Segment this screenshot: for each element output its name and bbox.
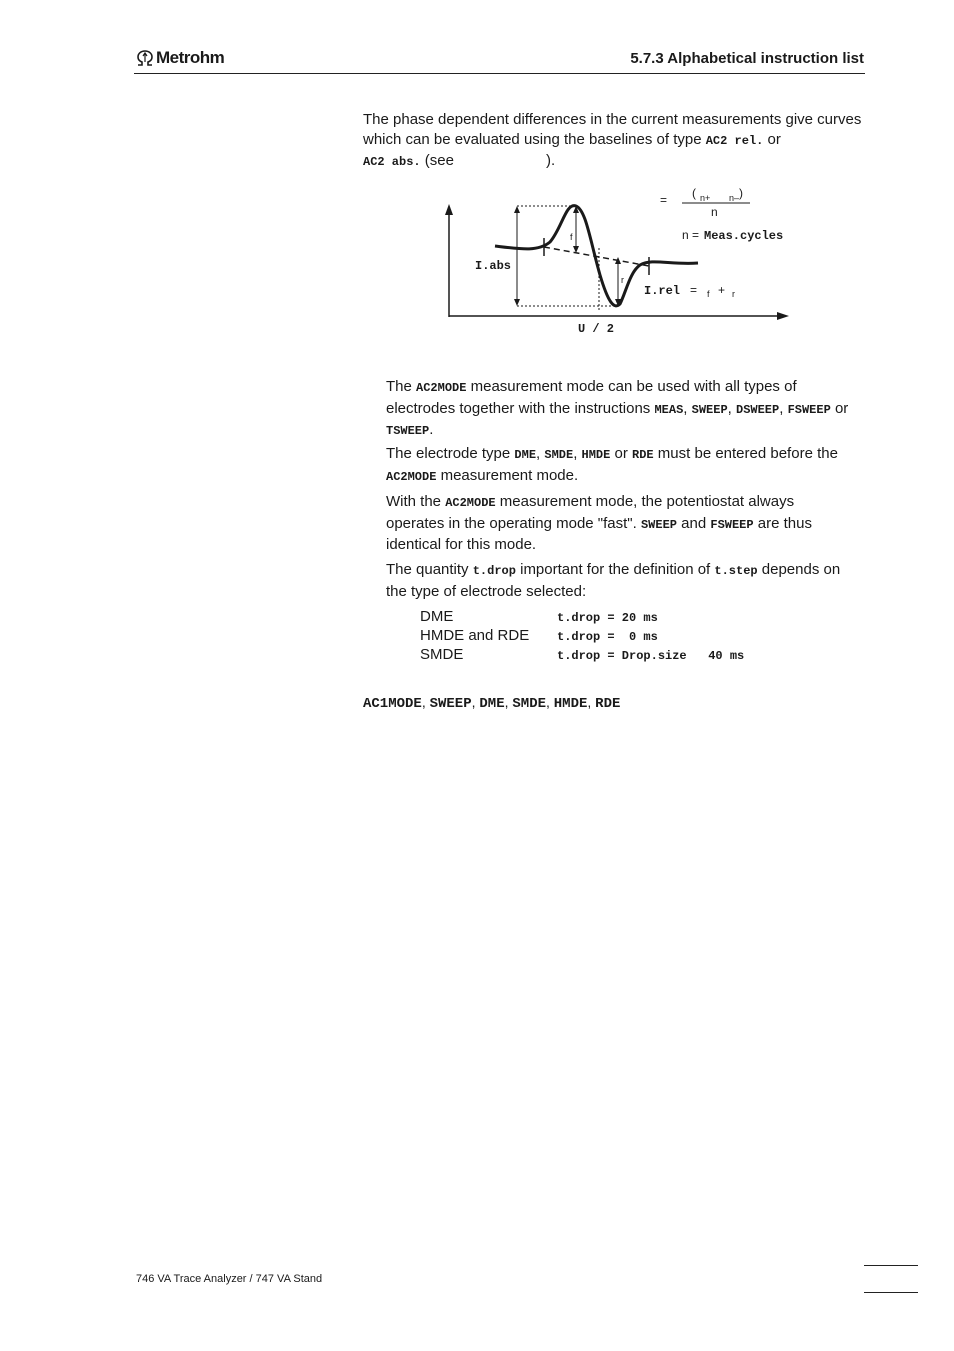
formula-close-paren: ) <box>739 186 743 200</box>
code-ac2mode: AC2MODE <box>445 496 496 510</box>
text: are thus identical for this mode. <box>386 514 812 553</box>
text: measurement mode can be used with all types of electrodes together with the instructions <box>386 378 797 417</box>
n-label-code: Meas.cycles <box>704 229 784 243</box>
code-tstep: t.step <box>714 564 758 578</box>
see-also-ac1mode: AC1MODE <box>363 696 422 712</box>
text: The quantity <box>386 561 473 578</box>
text: important for the definition of <box>515 561 715 578</box>
text: measurement mode. <box>436 466 579 484</box>
text: measurement mode, the potentiostat always operates in the operating mode "fast". <box>386 493 795 532</box>
see-also-smde: SMDE <box>512 696 546 712</box>
text: , <box>683 399 692 417</box>
paragraph-electrode-type <box>386 444 856 487</box>
see-also-list <box>363 694 620 712</box>
irel-plus: + <box>718 283 726 297</box>
formula-open-paren: ( <box>692 186 696 200</box>
code-hmde: HMDE <box>581 448 611 462</box>
separator: , <box>546 694 554 710</box>
electrode-tdrop-table <box>420 608 820 665</box>
tdrop-value: t.drop = Drop.size 40 ms <box>557 649 745 663</box>
irel-label: I.rel <box>644 284 681 298</box>
paragraph-ac2mode-usage <box>386 377 856 442</box>
text: must be entered before the <box>653 445 838 462</box>
paragraph-potentiostat-mode <box>386 492 856 555</box>
code-fsweep: FSWEEP <box>787 402 831 417</box>
text: or <box>610 445 633 462</box>
separator: , <box>504 694 513 710</box>
text: , <box>536 445 545 462</box>
code-dme: DME <box>514 448 537 462</box>
tdrop-value: t.drop = 20 ms <box>557 611 658 625</box>
see-also-rde: RDE <box>595 696 621 712</box>
code-ac2-abs: AC2 abs. <box>363 155 421 169</box>
see-also-dme: DME <box>479 696 505 712</box>
irel-r: r <box>732 289 735 299</box>
formula-denominator: n <box>711 205 718 219</box>
text: . <box>429 421 434 438</box>
metrohm-logo <box>136 48 224 68</box>
see-also-hmde: HMDE <box>553 696 588 712</box>
iabs-arrow-down-icon <box>514 299 520 306</box>
code-fsweep: FSWEEP <box>710 517 754 532</box>
formula-equals: = <box>660 193 668 207</box>
separator: , <box>421 694 430 710</box>
text: depends on the type of electrode selected: <box>386 561 841 600</box>
text: , <box>727 399 736 417</box>
code-tdrop: t.drop <box>472 564 516 578</box>
y-axis-arrow-icon <box>445 204 453 215</box>
text: or <box>830 399 849 417</box>
intro-text-1: The phase dependent differences in the current measurements give curves which can be evaluated using the baselines of type <box>363 111 862 148</box>
iabs-arrow-up-icon <box>514 206 520 213</box>
footer-product-name: 746 VA Trace Analyzer / 747 VA Stand <box>136 1273 323 1285</box>
code-sweep: SWEEP <box>691 402 728 417</box>
code-ac2mode: AC2MODE <box>416 381 467 395</box>
text: , <box>779 399 788 417</box>
table-row <box>420 646 820 665</box>
irel-equals: = <box>690 283 698 297</box>
text: and <box>677 514 711 532</box>
n-label-prefix: n = <box>682 228 703 242</box>
see-also-sweep: SWEEP <box>429 696 472 712</box>
code-rde: RDE <box>632 448 654 462</box>
omega-logo-icon <box>136 50 154 66</box>
text: , <box>573 445 582 462</box>
paragraph-tdrop <box>386 560 856 601</box>
code-ac2mode: AC2MODE <box>386 469 437 484</box>
tdrop-value: t.drop = 0 ms <box>557 630 658 644</box>
code-sweep: SWEEP <box>640 517 677 532</box>
code-meas: MEAS <box>654 402 684 417</box>
code-dsweep: DSWEEP <box>736 402 780 417</box>
electrode-name: HMDE and RDE <box>420 627 530 644</box>
intro-text-4: ). <box>545 152 556 169</box>
text: The <box>386 378 417 395</box>
ac-polarogram-diagram <box>420 180 800 345</box>
x-axis-arrow-icon <box>777 312 789 320</box>
table-row <box>420 608 820 627</box>
code-tsweep: TSWEEP <box>386 424 430 438</box>
intro-paragraph <box>363 110 863 173</box>
code-ac2-rel: AC2 rel. <box>705 133 764 148</box>
header-divider <box>134 73 865 74</box>
irel-f: f <box>707 289 710 299</box>
x-axis-label: U / 2 <box>578 322 615 336</box>
code-smde: SMDE <box>544 448 574 462</box>
separator: , <box>471 694 480 710</box>
electrode-name: SMDE <box>420 646 464 663</box>
separator: , <box>587 694 596 710</box>
text: With the <box>386 493 446 510</box>
footer-divider-bottom <box>864 1292 918 1293</box>
table-row <box>420 627 820 646</box>
iabs-label: I.abs <box>475 259 512 273</box>
logo-text: Metrohm <box>156 48 225 67</box>
formula-n-plus: n+ <box>700 193 711 203</box>
intro-text-2: or <box>763 130 781 148</box>
section-title: 5.7.3 Alphabetical instruction list <box>630 50 864 67</box>
r-mark: r <box>621 275 624 285</box>
electrode-name: DME <box>420 608 454 625</box>
intro-text-3: (see <box>420 152 454 169</box>
formula-n-minus: n– <box>729 193 740 203</box>
text: The electrode type <box>386 445 515 462</box>
f-mark: f <box>570 232 573 242</box>
footer-divider-top <box>864 1265 918 1266</box>
